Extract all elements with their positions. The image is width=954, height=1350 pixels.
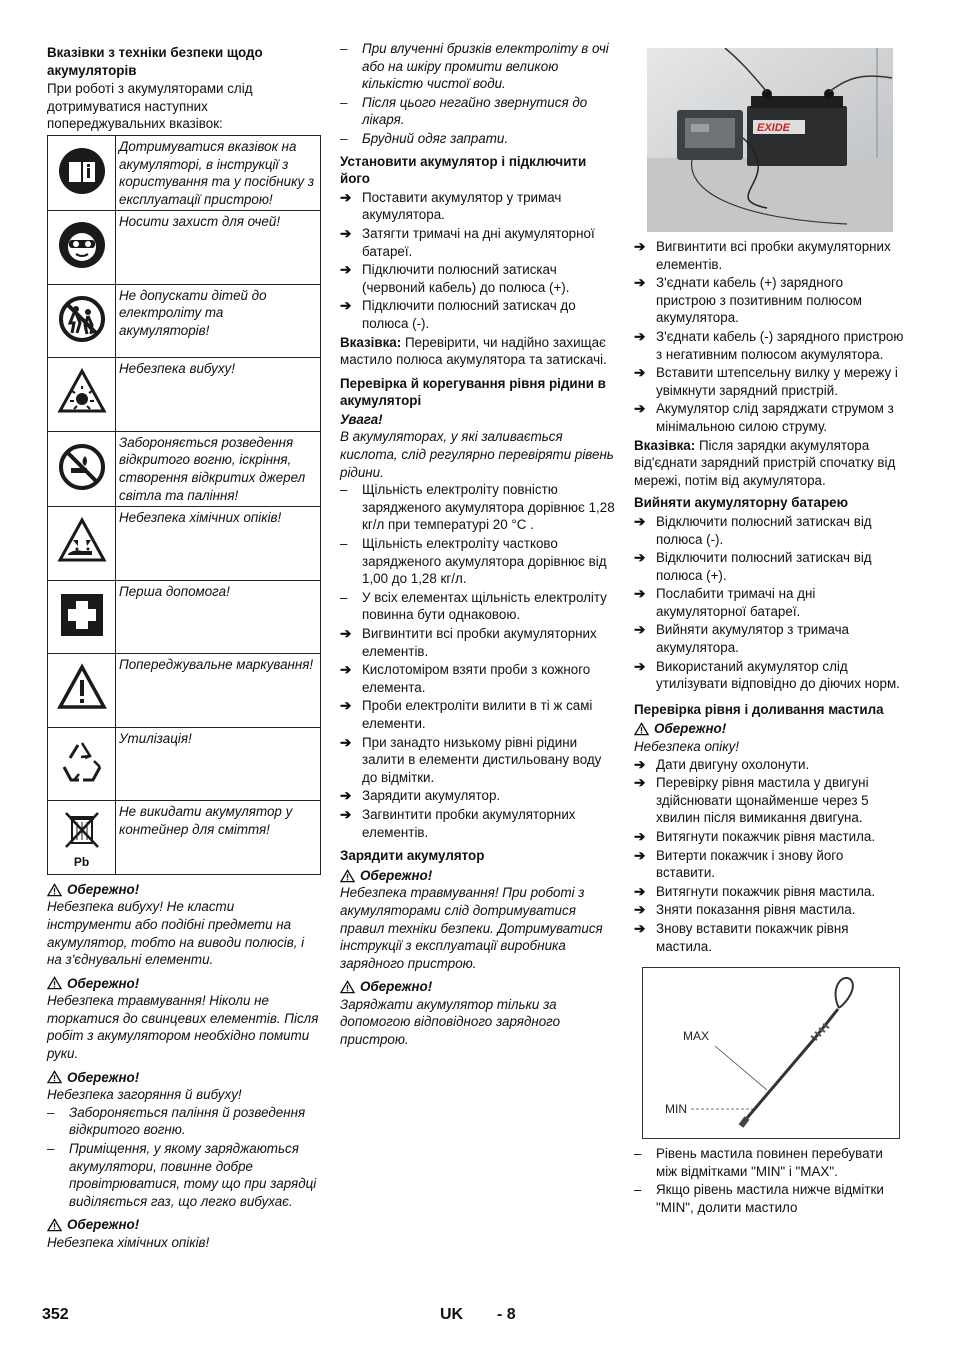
arrow-marker-icon: ➔	[340, 626, 352, 641]
page-number: 352	[42, 1306, 69, 1323]
step-item: ➔ Проби електроліти вилити в ті ж самі елементи.	[340, 698, 593, 731]
symbol-description: Носити захист для очей!	[116, 211, 321, 285]
step-item: ➔ Використаний акумулятор слід утилізувати відповідно до діючих норм.	[634, 658, 900, 692]
caution-heading: Обережно!	[47, 1216, 321, 1234]
corrosive-icon	[48, 516, 115, 571]
arrow-marker-icon: ➔	[340, 662, 352, 678]
section-number: - 8	[497, 1306, 516, 1323]
step-item: ➔ Вигвинтити всі пробки акумуляторних елементів.	[634, 239, 891, 272]
caution-text: Небезпека травмування! При роботі з акумуляторами слід дотримуватися правил техніки безпеки. Дотримуватися інструкції з експлуатації виробника зарядного пристрою.	[340, 885, 603, 971]
caution-list	[47, 1104, 321, 1211]
symbol-description: Попереджувальне маркування!	[116, 654, 321, 728]
column-left	[47, 40, 321, 1252]
step-item: ➔ Загвинтити пробки акумуляторних елементів.	[340, 806, 576, 840]
symbol-row	[48, 431, 321, 506]
warning-triangle-icon	[47, 976, 62, 990]
arrow-marker-icon: ➔	[634, 365, 646, 381]
arrow-marker-icon: ➔	[340, 788, 352, 804]
arrow-marker-icon: ➔	[634, 902, 646, 918]
caution-heading: Обережно!	[47, 1069, 321, 1087]
arrow-marker-icon: ➔	[634, 622, 646, 638]
step-item: ➔ Витерти покажчик і знову його вставити.	[634, 847, 844, 881]
arrow-marker-icon: ➔	[634, 847, 646, 863]
attention-label: Увага!	[340, 411, 383, 427]
oil-steps	[634, 756, 906, 956]
list-item: – Після цього негайно звернутися до лікаря.	[340, 94, 588, 128]
symbol-row	[48, 135, 321, 210]
dash-marker: –	[340, 482, 348, 498]
caution-heading: Обережно!	[634, 720, 906, 738]
list-item: – У всіх елементах щільність електроліту повинна бути однаковою.	[340, 589, 607, 623]
section-title-install: Установити акумулятор і підключити його	[340, 153, 587, 187]
symbol-description: Утилізація!	[116, 727, 321, 801]
dipstick-drawing	[643, 968, 899, 1138]
caution-text: Небезпека травмування! Ніколи не торкатися до свинцевих елементів. Після робіт з акумулятором необхідно помити руки.	[47, 993, 319, 1062]
density-list	[340, 481, 616, 624]
list-item: – Забороняється паління й розведення відкритого вогню.	[47, 1104, 306, 1138]
dash-marker: –	[340, 130, 348, 146]
arrow-marker-icon: ➔	[634, 829, 646, 844]
step-item: ➔ Зарядити акумулятор.	[340, 788, 501, 804]
symbol-row	[48, 727, 321, 801]
arrow-marker-icon: ➔	[634, 920, 646, 936]
list-item: – Рівень мастила повинен перебувати між відмітками "MIN" і "MAX".	[634, 1146, 883, 1179]
eye-protection-icon	[48, 220, 115, 275]
step-item: ➔ Вставити штепсельну вилку у мережу і увімкнути зарядний пристрій.	[634, 365, 898, 398]
warning-triangle-icon	[47, 1218, 62, 1232]
step-item: ➔ Дати двигуну охолонути.	[634, 756, 810, 772]
no-bin-icon	[48, 807, 115, 856]
arrow-marker-icon: ➔	[634, 775, 646, 791]
step-item: ➔ З'єднати кабель (-) зарядного пристрою з негативним полюсом акумулятора.	[634, 328, 904, 362]
symbol-description: Дотримуватися вказівок на акумуляторі, в інструкції з користування та у посібнику з експлуатації пристрою!	[116, 135, 321, 210]
step-item: ➔ Кислотоміром взяти проби з кожного елемента.	[340, 662, 591, 695]
step-item: ➔ Послабити тримачі на дні акумуляторної батареї.	[634, 586, 816, 619]
warning-triangle-icon	[634, 722, 649, 736]
note: Вказівка: Перевірити, чи надійно захищає мастило полюса акумулятора та затискачі.	[340, 334, 607, 368]
arrow-marker-icon: ➔	[634, 586, 646, 602]
dash-marker: –	[340, 41, 348, 56]
list-item: – Щільність електроліту частково зарядженого акумулятора дорівнює від 1,00 до 1,28 кг/л.	[340, 536, 607, 587]
step-item: ➔ Витягнути покажчик рівня мастила.	[634, 829, 876, 844]
section-title-oil: Перевірка рівня і доливання мастила	[634, 701, 884, 717]
symbol-row	[48, 507, 321, 581]
no-fire-icon	[48, 442, 115, 497]
symbol-row	[48, 358, 321, 432]
symbol-row	[48, 211, 321, 285]
arrow-marker-icon: ➔	[340, 225, 352, 241]
warning-triangle-icon	[47, 883, 62, 897]
step-item: ➔ Вийняти акумулятор з тримача акумулятора.	[634, 622, 849, 656]
safety-symbols-table	[47, 135, 321, 875]
symbol-row	[48, 654, 321, 728]
arrow-marker-icon: ➔	[340, 262, 352, 278]
step-item: ➔ Перевірку рівня мастила у двигуні здійснювати щонайменше через 5 хвилин після вимикання двигуна.	[634, 775, 869, 826]
install-steps	[340, 189, 616, 333]
caution-heading: Обережно!	[47, 881, 321, 899]
arrow-marker-icon: ➔	[634, 513, 646, 529]
min-label: MIN	[665, 1102, 687, 1117]
arrow-marker-icon: ➔	[340, 698, 352, 714]
symbol-description: Не викидати акумулятор у контейнер для сміття!	[116, 801, 321, 875]
list-item: – Брудний одяг запрати.	[340, 130, 509, 146]
caution-heading: Обережно!	[340, 978, 616, 996]
list-item: – При влученні бризків електроліту в очі або на шкіру промити великою кількістю чистої води.	[340, 41, 609, 92]
arrow-marker-icon: ➔	[634, 550, 646, 566]
dash-marker: –	[340, 94, 348, 110]
section-title-charge: Зарядити акумулятор	[340, 848, 485, 864]
step-item: ➔ Підключити полюсний затискач (червоний кабель) до полюса (+).	[340, 262, 570, 295]
attention-text: В акумуляторах, у які заливається кислота, слід регулярно перевіряти рівень рідини.	[340, 429, 614, 480]
battery-photo-drawing	[647, 48, 893, 232]
note: Вказівка: Після зарядки акумулятора від'єднати зарядний пристрій спочатку від мережі, потім від акумулятора.	[634, 437, 896, 488]
column-right	[634, 40, 906, 1218]
symbol-row	[48, 801, 321, 875]
step-item: ➔ Вигвинтити всі пробки акумуляторних елементів.	[340, 626, 597, 659]
warning-icon	[48, 663, 115, 718]
dipstick-figure	[642, 967, 900, 1139]
oil-level-notes	[634, 1145, 906, 1216]
symbol-description: Перша допомога!	[116, 580, 321, 654]
arrow-marker-icon: ➔	[634, 756, 646, 772]
section-title-fluid-level: Перевірка й корегування рівня рідини в акумуляторі	[340, 375, 606, 409]
arrow-marker-icon: ➔	[634, 275, 646, 291]
symbol-row	[48, 284, 321, 358]
dash-marker: –	[47, 1104, 55, 1120]
caution-heading: Обережно!	[340, 867, 616, 885]
list-item: – Якщо рівень мастила нижче відмітки "MIN", долити мастило	[634, 1182, 884, 1215]
battery-body	[747, 106, 847, 166]
arrow-marker-icon: ➔	[340, 734, 352, 750]
step-item: ➔ При занадто низькому рівні рідини залити в елементи дистильовану воду до відмітки.	[340, 734, 602, 785]
first-aid-list	[340, 40, 616, 148]
arrow-marker-icon: ➔	[340, 189, 352, 205]
list-item: – Приміщення, у якому заряджаються акумулятори, повинне добре провітрюватися, тому що при зарядці виділяється газ, що легко вибухає.	[47, 1141, 317, 1209]
dash-marker: –	[340, 536, 348, 552]
section-title-remove: Вийняти акумуляторну батарею	[634, 495, 849, 511]
symbol-description: Забороняється розведення відкритого вогню, іскріння, створення відкритих джерел світла та паління!	[116, 431, 321, 506]
dash-marker: –	[47, 1141, 55, 1157]
book-icon	[48, 146, 115, 201]
caution-text: Небезпека хімічних опіків!	[47, 1235, 210, 1250]
remove-steps	[634, 513, 906, 693]
caution-text: Небезпека загоряння й вибуху!	[47, 1087, 242, 1103]
arrow-marker-icon: ➔	[634, 658, 646, 674]
recycle-icon	[48, 737, 115, 792]
step-item: ➔ Відключити полюсний затискач від полюса (-).	[634, 513, 872, 547]
step-item: ➔ Відключити полюсний затискач від полюса (+).	[634, 550, 872, 583]
pb-label: Pb	[73, 854, 90, 869]
caution-heading: Обережно!	[47, 975, 321, 993]
arrow-marker-icon: ➔	[634, 239, 646, 254]
arrow-marker-icon: ➔	[634, 328, 646, 344]
step-item: ➔ Поставити акумулятор у тримач акумулятора.	[340, 189, 562, 223]
caution-text: Заряджати акумулятор тільки за допомогою відповідного зарядного пристрою.	[340, 996, 561, 1048]
step-item: ➔ Акумулятор слід заряджати струмом з мінімальною силою струму.	[634, 401, 894, 434]
column-middle	[340, 40, 616, 1049]
caution-text: Небезпека вибуху! Не класти інструменти або подібні предмети на акумулятор, тобто на виводи полюсів, і на з'єднувальні елементи.	[47, 899, 305, 968]
charge-steps	[634, 238, 906, 436]
dash-marker: –	[634, 1182, 642, 1198]
dash-marker: –	[634, 1146, 642, 1162]
explosion-icon	[48, 367, 115, 422]
symbol-description: Небезпека хімічних опіків!	[116, 507, 321, 581]
burn-warning-text: Небезпека опіку!	[634, 739, 740, 755]
battery-charger-photo	[647, 48, 893, 232]
section-title-battery-safety: Вказівки з техніки безпеки щодо акумуляторів	[47, 45, 263, 78]
symbol-description: Небезпека вибуху!	[116, 358, 321, 432]
step-item: ➔ Затягти тримачі на дні акумуляторної батареї.	[340, 225, 595, 259]
step-item: ➔ Знову вставити покажчик рівня мастила.	[634, 920, 849, 954]
arrow-marker-icon: ➔	[340, 806, 352, 822]
max-label: MAX	[683, 1029, 710, 1044]
step-item: ➔ Витягнути покажчик рівня мастила.	[634, 883, 876, 899]
intro-text: При роботі з акумуляторами слід дотримуватися наступних попереджувальних вказівок:	[47, 81, 253, 132]
no-children-icon	[48, 294, 115, 349]
language-code: UK	[440, 1306, 464, 1323]
symbol-description: Не допускати дітей до електроліту та акумуляторів!	[116, 284, 321, 358]
warning-triangle-icon	[340, 980, 355, 994]
step-item: ➔ Зняти показання рівня мастила.	[634, 902, 856, 918]
arrow-marker-icon: ➔	[634, 401, 646, 417]
symbol-row	[48, 580, 321, 654]
warning-triangle-icon	[47, 1070, 62, 1084]
arrow-marker-icon: ➔	[634, 883, 646, 899]
step-item: ➔ З'єднати кабель (+) зарядного пристрою з позитивним полюсом акумулятора.	[634, 275, 862, 326]
list-item: – Щільність електроліту повністю зарядженого акумулятора дорівнює 1,28 кг/л при температурі 20 °C .	[340, 482, 615, 533]
fluid-steps	[340, 625, 616, 841]
arrow-marker-icon: ➔	[340, 298, 352, 314]
first-aid-icon	[48, 590, 115, 645]
battery-brand-label: EXIDE	[757, 122, 791, 134]
step-item: ➔ Підключити полюсний затискач до полюса (-).	[340, 298, 576, 331]
warning-triangle-icon	[340, 869, 355, 883]
dash-marker: –	[340, 589, 348, 605]
